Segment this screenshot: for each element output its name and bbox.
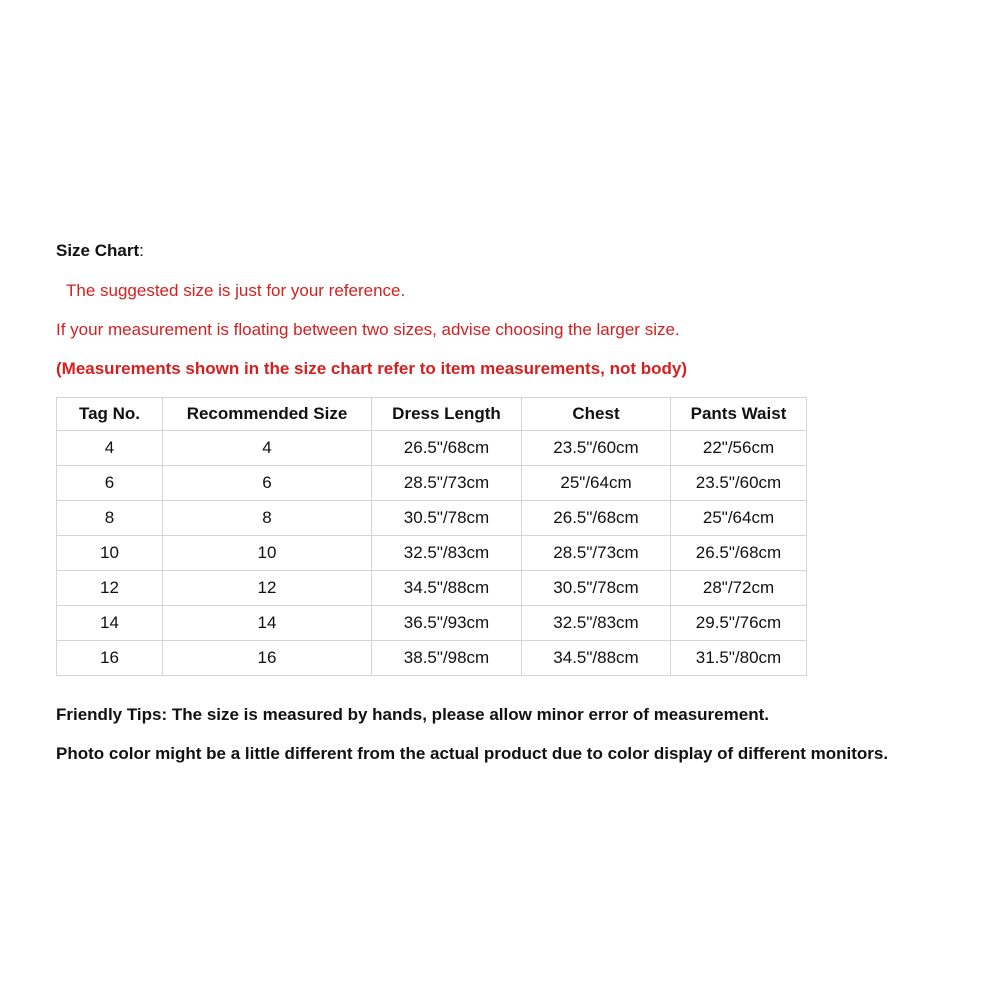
cell-tag-no: 16 [57, 641, 163, 676]
cell-recommended-size: 16 [163, 641, 372, 676]
cell-dress-length: 34.5"/88cm [372, 571, 522, 606]
cell-chest: 30.5"/78cm [522, 571, 671, 606]
cell-recommended-size: 6 [163, 466, 372, 501]
header-pants-waist: Pants Waist [671, 398, 807, 431]
header-recommended-size: Recommended Size [163, 398, 372, 431]
cell-dress-length: 32.5"/83cm [372, 536, 522, 571]
cell-pants-waist: 22"/56cm [671, 431, 807, 466]
cell-recommended-size: 12 [163, 571, 372, 606]
table-row [57, 431, 807, 466]
cell-recommended-size: 14 [163, 606, 372, 641]
cell-chest: 26.5"/68cm [522, 501, 671, 536]
cell-tag-no: 10 [57, 536, 163, 571]
header-tag-no: Tag No. [57, 398, 163, 431]
size-chart-title-label: Size Chart [56, 241, 140, 260]
cell-pants-waist: 26.5"/68cm [671, 536, 807, 571]
photo-color-note: Photo color might be a little different from the actual product due to color display of different monitors. [56, 744, 889, 763]
cell-dress-length: 26.5"/68cm [372, 431, 522, 466]
table-row [57, 641, 807, 676]
cell-tag-no: 12 [57, 571, 163, 606]
table-row [57, 571, 807, 606]
cell-recommended-size: 4 [163, 431, 372, 466]
cell-chest: 25"/64cm [522, 466, 671, 501]
cell-dress-length: 36.5"/93cm [372, 606, 522, 641]
cell-chest: 34.5"/88cm [522, 641, 671, 676]
cell-pants-waist: 31.5"/80cm [671, 641, 807, 676]
reference-note: The suggested size is just for your reference. [66, 281, 406, 300]
cell-pants-waist: 28"/72cm [671, 571, 807, 606]
cell-dress-length: 30.5"/78cm [372, 501, 522, 536]
cell-pants-waist: 29.5"/76cm [671, 606, 807, 641]
cell-recommended-size: 10 [163, 536, 372, 571]
size-chart-title-colon: : [139, 241, 144, 260]
table-row [57, 466, 807, 501]
friendly-tips: Friendly Tips: The size is measured by hands, please allow minor error of measurement. [56, 705, 769, 724]
cell-dress-length: 38.5"/98cm [372, 641, 522, 676]
cell-tag-no: 4 [57, 431, 163, 466]
size-table [56, 397, 807, 676]
table-row [57, 606, 807, 641]
cell-pants-waist: 25"/64cm [671, 501, 807, 536]
header-chest: Chest [522, 398, 671, 431]
cell-chest: 23.5"/60cm [522, 431, 671, 466]
table-row [57, 501, 807, 536]
cell-dress-length: 28.5"/73cm [372, 466, 522, 501]
cell-chest: 32.5"/83cm [522, 606, 671, 641]
cell-tag-no: 6 [57, 466, 163, 501]
cell-tag-no: 8 [57, 501, 163, 536]
table-row [57, 536, 807, 571]
header-dress-length: Dress Length [372, 398, 522, 431]
item-measurement-note: (Measurements shown in the size chart refer to item measurements, not body) [56, 359, 688, 378]
cell-recommended-size: 8 [163, 501, 372, 536]
between-sizes-note: If your measurement is floating between two sizes, advise choosing the larger size. [56, 320, 680, 339]
size-chart-title [56, 241, 144, 261]
cell-pants-waist: 23.5"/60cm [671, 466, 807, 501]
table-header-row [57, 398, 807, 431]
cell-chest: 28.5"/73cm [522, 536, 671, 571]
cell-tag-no: 14 [57, 606, 163, 641]
